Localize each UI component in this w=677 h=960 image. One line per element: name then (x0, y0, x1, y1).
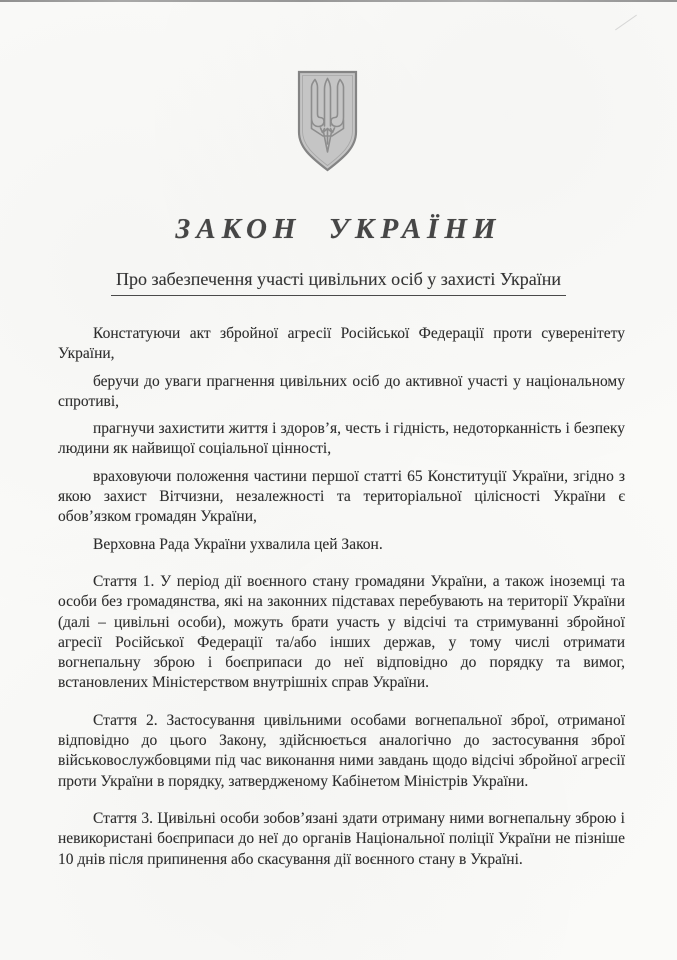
article-2-paragraph: Стаття 2. Застосування цивільними особами вогнепальної зброї, отриманої відповідно до цього Закону, здійснюється аналогічно до застосування зброї військовослужбовцями під час виконання ними завдань щодо відсічі збройної агресії проти України в порядку, затвердженому Кабінетом Міністрів України. (58, 711, 625, 790)
ukraine-trident-coat-of-arms-icon (297, 70, 358, 173)
scan-top-edge-line (0, 0, 677, 2)
law-subtitle-row (0, 268, 677, 296)
article-1-paragraph: Стаття 1. У період дії воєнного стану громадяни України, а також іноземці та особи без громадянства, які на законних підставах перебувають на території України (далі – цивільні особи), можуть брати участь у відсічі та стримуванні збройної агресії Російської Федерації та/або інших держав, у тому числі отримати вогнепальну зброю і боєприпаси до неї відповідно до порядку та вимог, встановлених Міністерством внутрішніх справ України. (58, 572, 625, 692)
preamble-paragraph-2: беручи до уваги прагнення цивільних осіб до активної участі у національному спротиві, (58, 372, 625, 410)
preamble-paragraph-5: Верховна Рада України ухвалила цей Закон. (93, 535, 383, 553)
preamble-paragraph-4: враховуючи положення частини першої статті 65 Конституції України, згідно з якою захист Вітчизни, незалежності та територіальної цілісності України є обов’язком громадян України, (58, 467, 625, 526)
preamble-paragraph-3: прагнучи захистити життя і здоров’я, честь і гідність, недоторканність і безпеку людини як найвищої соціальної цінності, (58, 420, 625, 458)
article-3-paragraph: Стаття 3. Цивільні особи зобов’язані здати отриману ними вогнепальну зброю і невикористані боєприпаси до неї до органів Національної поліції України не пізніше 10 днів після припинення або скасування дії воєнного стану в Україні. (58, 809, 625, 868)
law-subtitle: Про забезпечення участі цивільних осіб у захисті України (111, 268, 566, 296)
law-title: ЗАКОН УКРАЇНИ (175, 213, 502, 245)
preamble-paragraph-1: Констатуючи акт збройної агресії Російської Федерації проти суверенітету України, (58, 325, 625, 363)
scan-artifact-mark (615, 15, 637, 31)
law-body (0, 324, 677, 870)
